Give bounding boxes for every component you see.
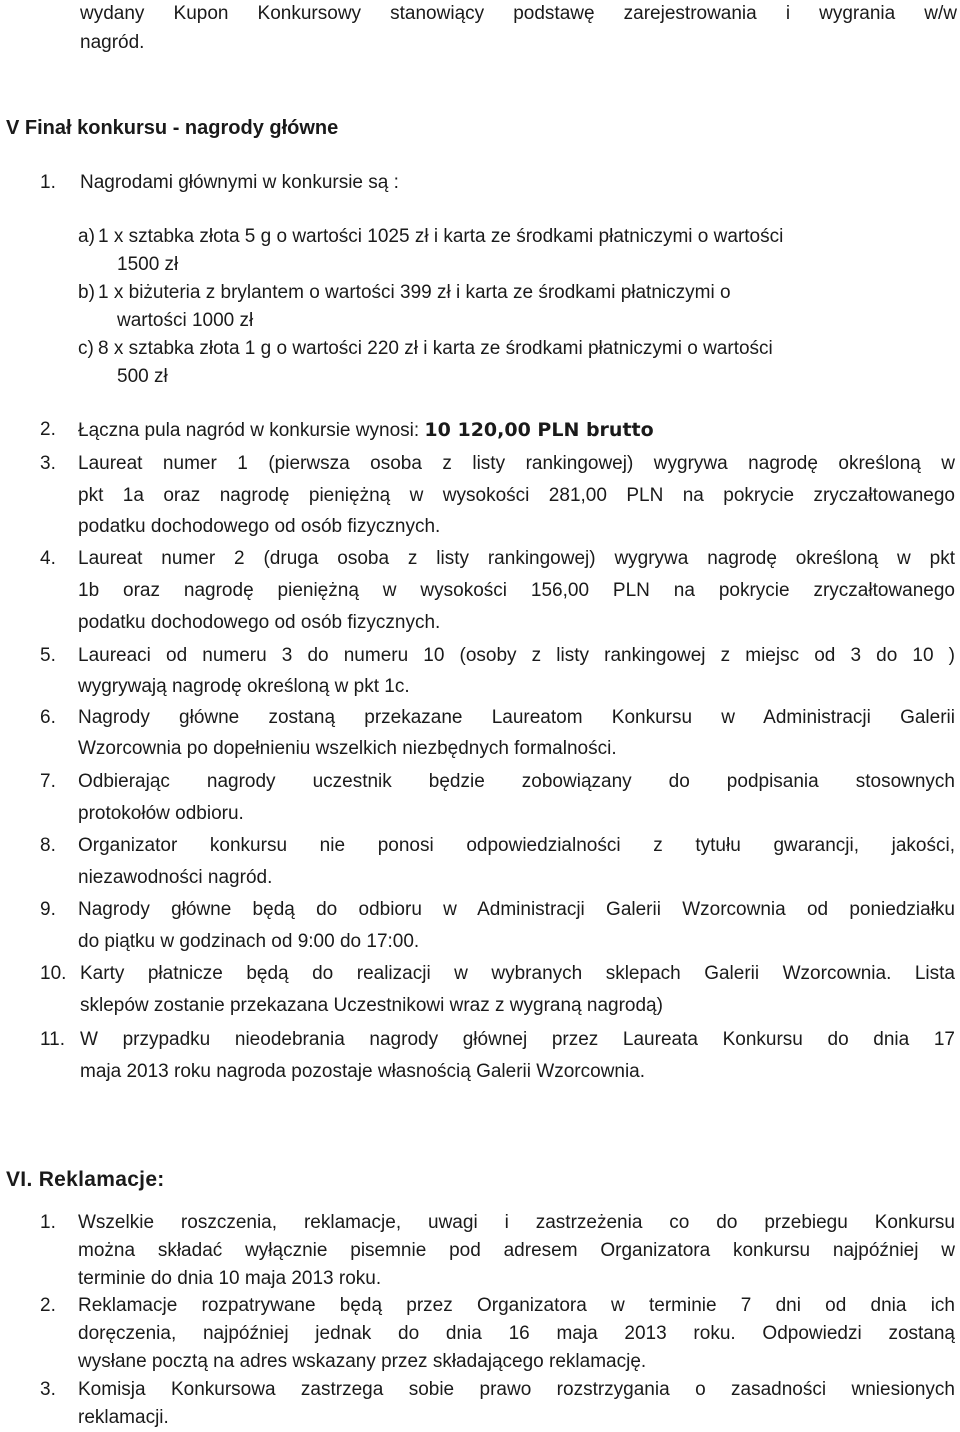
sublist-text: 500 zł xyxy=(117,366,168,387)
list-item-text: Wszelkie roszczenia, reklamacje, uwagi i zastrzeżenia co do przebiegu Konkursu xyxy=(78,1212,955,1233)
list-item-text: Laureat numer 2 (druga osoba z listy rankingowej) wygrywa nagrodę określoną w pkt xyxy=(78,548,955,569)
list-item-text: pkt 1a oraz nagrodę pieniężną w wysokości 281,00 PLN na pokrycie zryczałtowanego xyxy=(78,485,955,506)
sublist-label: b) xyxy=(78,282,95,303)
list-item-text: sklepów zostanie przekazana Uczestnikowi wraz z wygraną nagrodą) xyxy=(80,995,663,1016)
list-item-text: Komisja Konkursowa zastrzega sobie prawo rozstrzygania o zasadności wniesionych xyxy=(78,1379,955,1400)
list-number: 10. xyxy=(40,963,67,984)
sublist-label: c) xyxy=(78,338,94,359)
list-item-text: 1b oraz nagrodę pieniężną w wysokości 156,00 PLN na pokrycie zryczałtowanego xyxy=(78,580,955,601)
list-number: 2. xyxy=(40,419,56,440)
list-item-text: do piątku w godzinach od 9:00 do 17:00. xyxy=(78,931,420,952)
list-number: 9. xyxy=(40,899,56,920)
list-item-text: W przypadku nieodebrania nagrody głównej przez Laureata Konkursu do dnia 17 xyxy=(80,1029,955,1050)
list-item-text: terminie do dnia 10 maja 2013 roku. xyxy=(78,1268,382,1289)
intro-line: nagród. xyxy=(80,32,145,53)
list-item-text: niezawodności nagród. xyxy=(78,867,273,888)
list-number: 1. xyxy=(40,172,56,193)
list-number: 5. xyxy=(40,645,56,666)
list-number: 6. xyxy=(40,707,56,728)
list-item-text: Nagrody główne zostaną przekazane Laureatom Konkursu w Administracji Galerii xyxy=(78,707,955,728)
list-item-text: maja 2013 roku nagroda pozostaje własnością Galerii Wzorcownia. xyxy=(80,1061,646,1082)
section-heading: V Finał konkursu - nagrody główne xyxy=(6,117,339,139)
list-item-text: protokołów odbioru. xyxy=(78,803,244,824)
list-number: 1. xyxy=(40,1212,56,1233)
list-item-text: Karty płatnicze będą do realizacji w wybranych sklepach Galerii Wzorcownia. Lista xyxy=(80,963,955,984)
list-item-text: wygrywają nagrodę określoną w pkt 1c. xyxy=(78,676,410,697)
sublist-text: 8 x sztabka złota 1 g o wartości 220 zł i karta ze środkami płatniczymi o wartości xyxy=(98,338,773,359)
list-number: 11. xyxy=(40,1029,66,1050)
list-item-text: podatku dochodowego od osób fizycznych. xyxy=(78,612,441,633)
intro-line: wydany Kupon Konkursowy stanowiący podstawę zarejestrowania i wygrania w/w xyxy=(80,3,957,24)
list-item-text: reklamacji. xyxy=(78,1407,169,1428)
list-number: 3. xyxy=(40,1379,56,1400)
sublist-label: a) xyxy=(78,226,95,247)
section-heading: VI. Reklamacje: xyxy=(6,1168,165,1191)
list-number: 8. xyxy=(40,835,56,856)
list-item-text: Organizator konkursu nie ponosi odpowiedzialności z tytułu gwarancji, jakości, xyxy=(78,835,955,856)
list-item-text: Odbierając nagrody uczestnik będzie zobowiązany do podpisania stosownych xyxy=(78,771,955,792)
list-item-text: Wzorcownia po dopełnieniu wszelkich niezbędnych formalności. xyxy=(78,738,617,759)
list-item-text: Nagrodami głównymi w konkursie są : xyxy=(80,172,399,193)
list-item-text: podatku dochodowego od osób fizycznych. xyxy=(78,516,441,537)
sublist-text: 1 x biżuteria z brylantem o wartości 399 zł i karta ze środkami płatniczymi o xyxy=(98,282,731,303)
sublist-text: 1500 zł xyxy=(117,254,179,275)
list-item-text: Nagrody główne będą do odbioru w Administracji Galerii Wzorcownia od poniedziałku xyxy=(78,899,955,920)
prize-pool-label: Łączna pula nagród w konkursie wynosi: xyxy=(78,420,425,441)
list-item-text: Laureaci od numeru 3 do numeru 10 (osoby z listy rankingowej z miejsc od 3 do 10 ) xyxy=(78,645,955,666)
list-item-text: Laureat numer 1 (pierwsza osoba z listy rankingowej) wygrywa nagrodę określoną w xyxy=(78,453,955,474)
list-item-text: wysłane pocztą na adres wskazany przez składającego reklamację. xyxy=(78,1351,647,1372)
list-item-text xyxy=(78,418,654,443)
list-number: 4. xyxy=(40,548,56,569)
list-number: 2. xyxy=(40,1295,56,1316)
list-number: 3. xyxy=(40,453,56,474)
list-number: 7. xyxy=(40,771,56,792)
list-item-text: Reklamacje rozpatrywane będą przez Organizatora w terminie 7 dni od dnia ich xyxy=(78,1295,955,1316)
list-item-text: doręczenia, najpóźniej jednak do dnia 16 maja 2013 roku. Odpowiedzi zostaną xyxy=(78,1323,955,1344)
sublist-text: 1 x sztabka złota 5 g o wartości 1025 zł i karta ze środkami płatniczymi o wartości xyxy=(98,226,784,247)
prize-pool-value: 10 120,00 PLN brutto xyxy=(424,419,654,441)
sublist-text: wartości 1000 zł xyxy=(117,310,254,331)
list-item-text: można składać wyłącznie pisemnie pod adresem Organizatora konkursu najpóźniej w xyxy=(78,1240,955,1261)
